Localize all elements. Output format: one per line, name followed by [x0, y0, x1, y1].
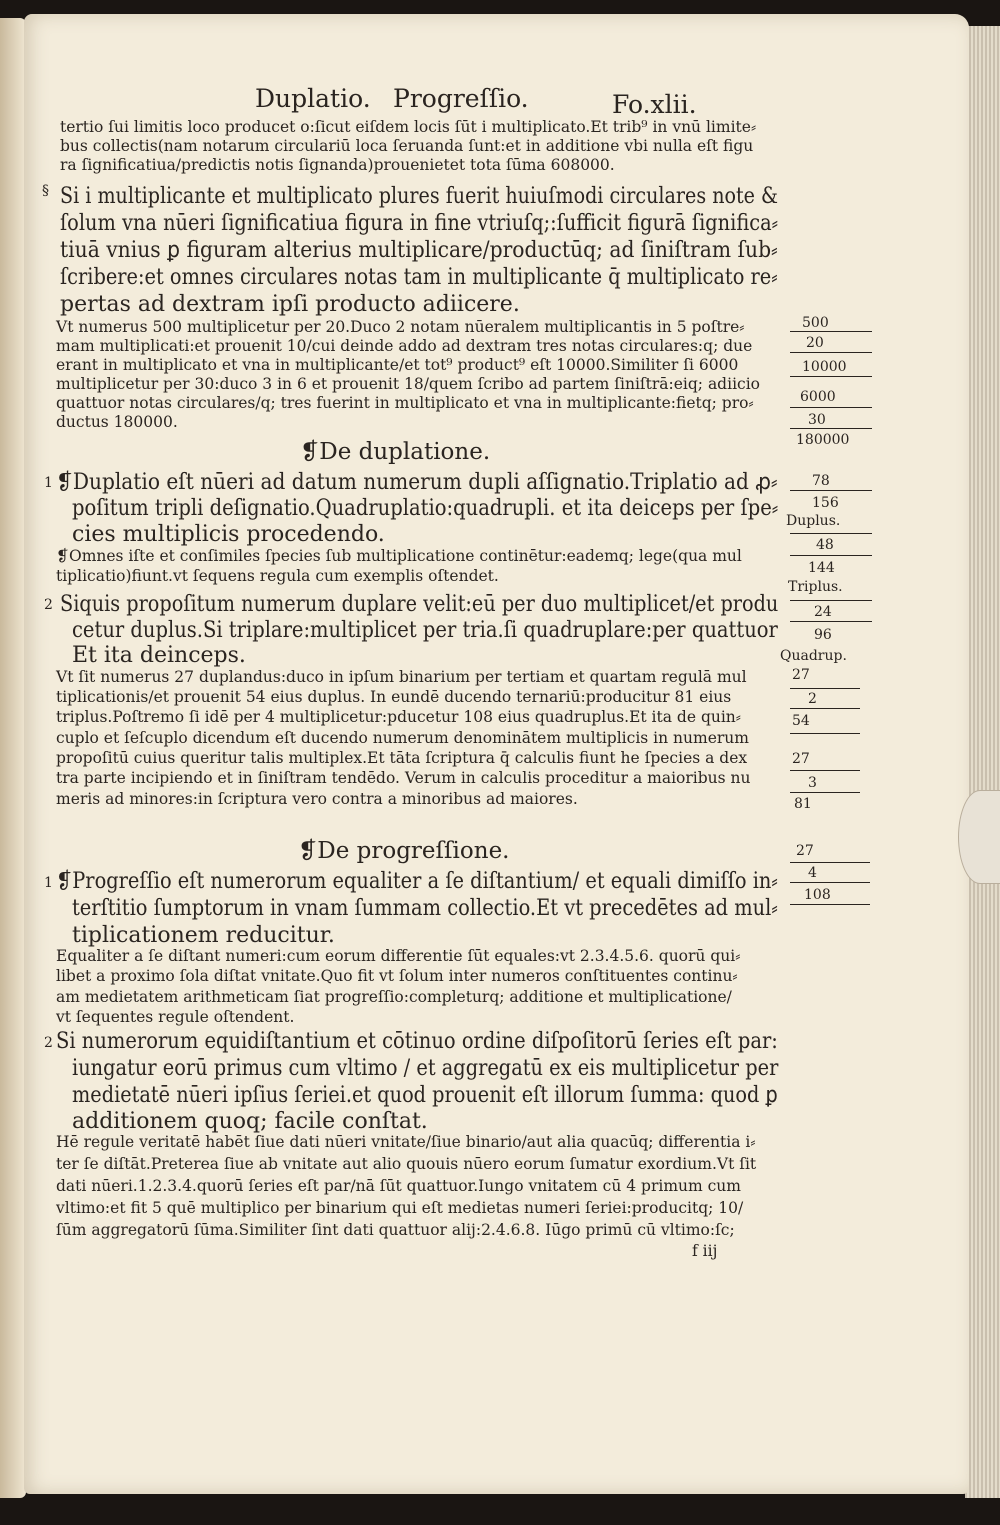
margin-rule [790, 555, 872, 556]
margin-rule [790, 882, 870, 883]
rule-number: 2 [44, 597, 53, 613]
book-page-edges [965, 26, 1000, 1498]
running-title-left: Duplatio. [255, 84, 371, 113]
margin-rule [790, 688, 860, 689]
margin-calc-value: 78 [812, 473, 830, 489]
margin-calc-value: 10000 [802, 359, 847, 375]
margin-calc-value: 500 [802, 315, 829, 331]
margin-calc-value: 27 [792, 751, 810, 767]
margin-calc-value: 27 [796, 843, 814, 859]
text-line: pertas ad dextram ipſi producto adiicere. [60, 292, 520, 317]
margin-rule [790, 376, 872, 377]
text-line: Si i multiplicante et multiplicato plures fuerit huiuſmodi circulares note & [60, 184, 779, 209]
signature-mark: f iij [692, 1242, 718, 1260]
margin-calc-value: 2 [808, 691, 817, 707]
margin-rule [790, 904, 870, 905]
text-line: terſtitio ſumptorum in vnam ſummam collectio.Et vt precedētes ad mul⸗ [72, 896, 778, 921]
text-line: tertio ſui limitis loco producet o:ſicut eiſdem locis ſūt i multiplicato.Et trib⁹ in vnū limite⸗ [60, 118, 757, 136]
text-line: ra ſignificatiua/predictis notis ſignanda)prouenietet tota ſūma 608000. [60, 156, 615, 174]
text-line: tiplicatio)fiunt.vt ſequens regula cum exemplis oſtendet. [56, 567, 499, 585]
text-line: dati nūeri.1.2.3.4.quorū ſeries eſt par/nā ſūt quattuor.Iungo vnitatem cū 4 primum cum [56, 1177, 741, 1195]
text-line: libet a proximo ſola diſtat vnitate.Quo fit vt ſolum inter numeros conſtituentes continu⸗ [56, 967, 738, 985]
margin-calc-value: 81 [794, 796, 812, 812]
text-line: mam multiplicati:et prouenit 10/cui deinde addo ad dextram tres notas circulares:q; due [56, 337, 753, 355]
margin-rule [790, 533, 872, 534]
text-line: poſitum tripli deſignatio.Quadruplatio:quadrupli. et ita deiceps per ſpe⸗ [72, 496, 779, 521]
text-line: propoſitū cuius queritur talis multiplex.Et tāta ſcriptura q̄ calculis fiunt he ſpecies a dex [56, 749, 748, 767]
margin-calc-value: 180000 [796, 432, 850, 448]
margin-calc-label: Duplus. [786, 513, 841, 529]
running-title-center: Progreſſio. [393, 84, 529, 113]
margin-rule [790, 708, 860, 709]
page-clip [958, 790, 1000, 884]
margin-calc-value: 156 [812, 495, 839, 511]
text-line: Hē regule veritatē habēt ſiue dati nūeri vnitate/ſiue binario/aut alia quacūq; differentia i⸗ [56, 1133, 756, 1151]
text-line: ſcribere:et omnes circulares notas tam in multiplicante q̄ multiplicato re⸗ [60, 265, 778, 290]
text-line: ter ſe diſtāt.Preterea ſiue ab vnitate aut alio quouis nūero eorum ſumatur exordium.Vt ſit [56, 1155, 757, 1173]
text-line: meris ad minores:in ſcriptura vero contra a minoribus ad maiores. [56, 790, 578, 808]
text-line: tiplicationem reducitur. [72, 923, 335, 948]
text-line: Vt ſit numerus 27 duplandus:duco in ipſum binarium per tertiam et quartam regulā mul [56, 668, 747, 686]
text-line: ſūm aggregatorū ſūma.Similiter ſint dati quattuor alij:2.4.6.8. Iūgo primū cū vltimo:ſc; [56, 1221, 735, 1239]
text-line: tra parte incipiendo et in ſiniſtram tendēdo. Verum in calculis proceditur a maioribus nu [56, 769, 751, 787]
margin-calc-value: 144 [808, 560, 835, 576]
text-line: cies multiplicis procedendo. [72, 522, 385, 547]
margin-rule [790, 770, 860, 771]
margin-rule [790, 331, 872, 332]
rule-number: 1 [44, 875, 53, 891]
margin-calc-value: 30 [808, 412, 826, 428]
margin-calc-value: 6000 [800, 389, 836, 405]
text-line: additionem quoq; facile conſtat. [72, 1109, 428, 1134]
margin-calc-value: 20 [806, 335, 824, 351]
text-line: quattuor notas circulares/q; tres fuerint in multiplicato et vna in multiplicante:fietq; pro⸗ [56, 394, 754, 412]
margin-rule [790, 407, 872, 408]
text-line: medietatē nūeri ipſius ſeriei.et quod prouenit eſt illorum ſumma: quod ꝑ [72, 1083, 778, 1108]
folio-number: Fo.xlii. [612, 90, 697, 119]
text-line: triplus.Poſtremo ſi idē per 4 multiplicetur:pducetur 108 eius quadruplus.Et ita de quin⸗ [56, 708, 741, 726]
text-line: ductus 180000. [56, 413, 178, 431]
text-line: Siquis propoſitum numerum duplare velit:eū per duo multiplicet/et produ [60, 592, 779, 617]
section-heading: ❡De duplatione. [300, 439, 491, 465]
text-line: Vt numerus 500 multiplicetur per 20.Duco 2 notam nūeralem multiplicantis in 5 poſtre⸗ [56, 318, 745, 336]
text-line: Equaliter a ſe diſtant numeri:cum eorum differentie ſūt equales:vt 2.3.4.5.6. quorū qui⸗ [56, 947, 741, 965]
text-line: ❡Progreſſio eſt numerorum equaliter a ſe diſtantium/ et equali dimiſſo in⸗ [56, 869, 778, 894]
margin-calc-value: 27 [792, 667, 810, 683]
section-heading: ❡De progreſſione. [298, 838, 510, 864]
text-line: vltimo:et fit 5 quē multiplico per binarium qui eſt medietas numeri ſeriei:producitq; 10/ [56, 1199, 744, 1217]
margin-rule [790, 490, 872, 491]
text-line: Et ita deinceps. [72, 643, 246, 668]
margin-calc-label: Triplus. [788, 579, 843, 595]
margin-rule [790, 600, 872, 601]
text-line: am medietatem arithmeticam ſiat progreſſio:completurq; additione et multiplicatione/ [56, 988, 732, 1006]
text-line: iungatur eorū primus cum vltimo / et aggregatū ex eis multiplicetur per [72, 1056, 779, 1081]
margin-rule [790, 792, 860, 793]
margin-rule [790, 862, 870, 863]
facing-page-edge [0, 18, 26, 1498]
text-line: ❡Duplatio eſt nūeri ad datum numerum dupli aſſignatio.Triplatio ad ꝓ⸗ [56, 470, 778, 495]
margin-rule [790, 733, 860, 734]
margin-calc-value: 108 [804, 887, 831, 903]
text-line: Si numerorum equidiſtantium et cōtinuo ordine diſpoſitorū ſeries eſt par: [56, 1029, 778, 1054]
text-line: tiplicationis/et prouenit 54 eius duplus. In eundē ducendo ternariū:producitur 81 eius [56, 688, 732, 706]
text-line: bus collectis(nam notarum circulariū loca ſeruanda ſunt:et in additione vbi nulla eſt figu [60, 137, 754, 155]
margin-calc-value: 48 [816, 537, 834, 553]
text-line: tiuā vnius ꝑ figuram alterius multiplicare/productūq; ad ſiniſtram ſub⸗ [60, 238, 778, 263]
margin-rule [790, 621, 872, 622]
margin-rule [790, 428, 872, 429]
section-marker: § [42, 183, 49, 199]
text-line: vt ſequentes regule oſtendent. [56, 1008, 295, 1026]
margin-calc-label: Quadrup. [780, 648, 847, 664]
margin-calc-value: 3 [808, 775, 817, 791]
text-line: cuplo et ſeſcuplo dicendum eſt ducendo numerum denominātem multiplicis in numerum [56, 729, 749, 747]
margin-calc-value: 4 [808, 865, 817, 881]
margin-calc-value: 24 [814, 604, 832, 620]
text-line: erant in multiplicato et vna in multiplicante/et tot⁹ product⁹ eſt 10000.Similiter ſi 6000 [56, 356, 739, 374]
rule-number: 1 [44, 475, 53, 491]
text-line: cetur duplus.Si triplare:multiplicet per tria.ſi quadruplare:per quattuor [72, 618, 778, 643]
margin-rule [790, 352, 872, 353]
rule-number: 2 [44, 1035, 53, 1051]
margin-calc-value: 54 [792, 713, 810, 729]
text-line: multiplicetur per 30:duco 3 in 6 et prouenit 18/quem ſcribo ad partem ſiniſtrā:eiq; adiicio [56, 375, 760, 393]
text-line: ❡Omnes iſte et conſimiles ſpecies ſub multiplicatione continētur:eademq; lege(qua mul [56, 547, 742, 565]
text-line: ſolum vna nūeri ſignificatiua figura in fine vtriuſq;:ſufficit figurā ſignifica⸗ [60, 211, 779, 236]
margin-calc-value: 96 [814, 627, 832, 643]
